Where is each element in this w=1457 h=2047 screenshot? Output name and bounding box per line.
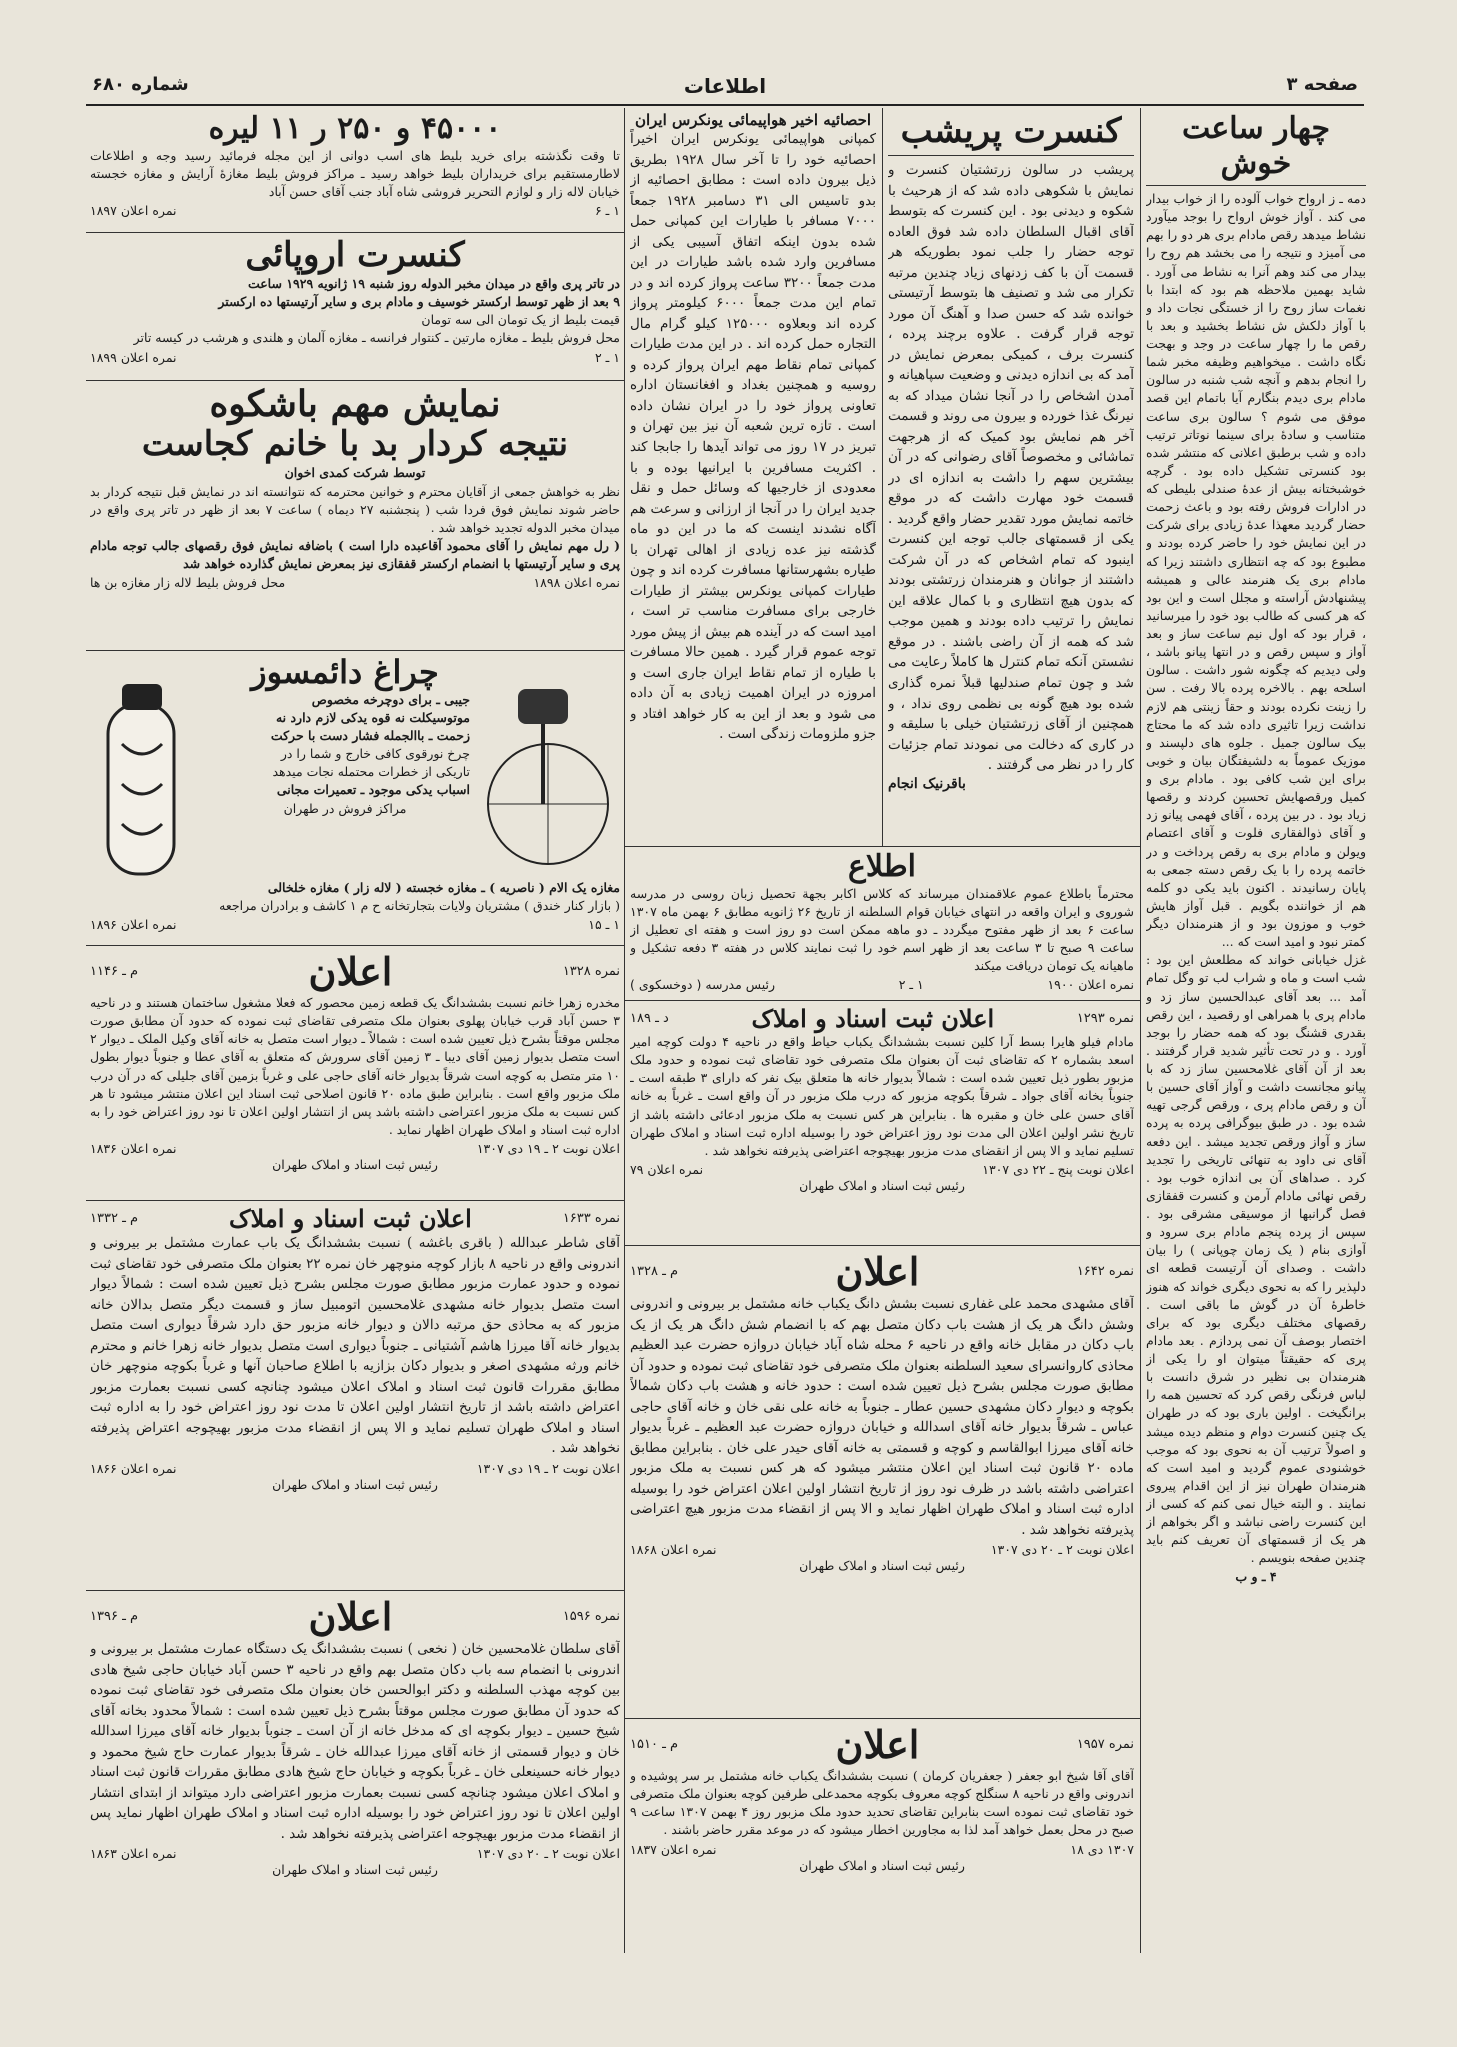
notice-ettela [630, 850, 1134, 996]
section-divider [86, 650, 624, 651]
ad-title: کنسرت اروپائی [245, 236, 465, 275]
ad-notice: نمره اعلان ۱۸۹۷ [90, 202, 177, 218]
notice-number-label: نمره ۱۵۹۶ [562, 1609, 620, 1624]
notice-body: آقای شاطر عبدالله ( باقری باغشه ) نسبت بششدانگ یک باب عمارت مشتمل بر بیرونی و اندرونی واقع در ناحیه ۸ بازار کوچه منوچهر خان نمره ۲۲ بعنوان ملک متصرفی خود تقاضای ثبت نموده و حدود عمارت مزبور مطابق صورت مجلس بشرح ذیل تعیین شده است : شمالاً دیوار است متصل بدیوار خانه مشهدی غلامحسین اتومبیل ساز و قسمت دیگر متصل بدالان خانه مزبور که به محاذی حق مرتبه دالان و دیوار خانه مزبور حق دارد شرقاً دیواری است متصل بدیوار خانه آقا میرزا هاشم آشتیانی ـ جنوباً دیواری است متصل بدیوار خانه زهرا خانم و محترم خانم ورثه مشهدی اصغر و بدیوار دکان بزازیه با اطلاع صاحبان آنها و غرباً بکوچه منوچهر خان مطابق مقررات قانون ثبت اسناد و املاک اعلان میشود چنانچه کسی نسبت بعمارت مزبور اعتراض داشته باشد از تاریخ انتشار اولین اعلان تا مدت نود روز اعتراض خود را به اداره ثبت اسناد و املاک طهران تسلیم نماید و الا پس از انقضاء مدت مزبور بهیچوجه اعتراض پذیرفته نخواهد شد . [90, 1235, 620, 1457]
lamp-illustration [92, 674, 192, 904]
notice-date: اعلان نوبت ۲ ـ ۱۹ دی ۱۳۰۷ [476, 1460, 620, 1476]
bike-lamp [518, 689, 568, 724]
ad-title: ۴۵۰۰۰ و ۲۵۰ ر ۱۱ لیره [208, 112, 502, 146]
article-title: چهار ساعت خوش [1181, 112, 1331, 181]
notice-office: رئیس ثبت اسناد و املاک طهران [799, 1177, 965, 1193]
article-concert-last-night [888, 112, 1134, 842]
article-body: دمه ـ ز ارواح خواب آلوده را از خواب بیدار می کند . آواز خوش ارواح را بوجد میآورد نشاط میدهد رقص مادام بری هر دو را بهم می آمیزد و نتیجه را می بخشد هم روح را بیدار می کند وهم آنرا به نشاط می آورد . شاید بهمین ملاحظه هم بود که ابتدا با نغمات ساز روح را از خستگی نجات داد و با آواز دلکش ش نشاط بخشید و بعد با رقص ما را چهار ساعت در وجد و بهجت نگاه داشت . میخواهیم وظیفه مخبر شما را انجام بدهم و آنچه شب شنبه در سالون مادام بری دیدم بنگارم آیا باتمام این قصد موفق می شوم ؟ سالون بری ساعت متناسب و سادهٔ برای سینما نوتاتر ترتیب داده و شب برطبق اعلانی که منتشر شده بود کنسرتی تشکیل داده بود . گرچه خوشبختانه بیش از عدهٔ صندلی بلیطی که در ادارات فروش رفته بود و باعث زحمت حضار گردید معهذا عدهٔ زیادی برای شرکت در این نمایش خود را حاضر کرده بودند و مطبوع بود که چه انتظاری داشتند زیرا که مادام بری یک هنرمند عالی و همیشه پیشنهادش آراسته و مجلل است و این بود که هر کسی که طالب بود خود را میرسانید ، قرار بود که اول نیم ساعت ساز و بعد آواز و سپس رقص و در انتها پیانو باشد ، ولی دیدیم که چگونه شور داشت . سالون اسلحه بهم . بالاخره پرده بالا رفت . سن را زینت نکرده بودند و حقاً زینتی هم لازم نداشت زیرا تاثیری داده شد که ما محتاج بیک سالون جمیل . جلوه های دلپسند و موزیک عموماً به دلشیفتگان بیان و خوبی برای این شب کافی بود . مادام بری و کمیل ورقصهایش تحسین کردند و رقصها زیاد بود . در بین پرده ، آقای فهمی پیانو زد و آقای ذوالفقاری فلوت و آقای اعتصام ویولن و مادام بری به رقص پرداخت و در خاتمه پرده را با یک رقص دسته جمعی به پایان رسانیدند . اکنون باید یکی دو کلمه هم از خواننده بگویم . قبل آواز هایش خوب و موزون بود و از هنرمندان دیگر کمتر نبود و امید است که ... [1146, 191, 1366, 950]
section-divider [86, 1200, 624, 1201]
notice-ref: نمره اعلان ۱۸۶۶ [90, 1460, 177, 1476]
ad-pages: ۱ ـ ۲ [594, 349, 620, 365]
ad-line: مراکز فروش در طهران [283, 800, 407, 816]
section-divider [624, 1245, 1140, 1246]
section-divider [624, 1000, 1140, 1001]
issue-number: شماره ۶۸۰ [92, 74, 189, 95]
section-divider [86, 945, 624, 946]
section-divider [86, 1590, 624, 1591]
notice-title: اعلان ثبت اسناد و املاک [229, 1204, 472, 1233]
article-body: پریشب در سالون زرتشتیان کنسرت و نمایش با شکوهی داده شد که از هرحیث با شکوه و دیدنی بود . این کنسرت که بتوسط آقای اقبال السلطان داده شد فوق العاده توجه حضار را جلب نمود بطوریکه هر قسمت آن با کف زدنهای زیاد چندین مرتبه تکرار می شد و تصنیف ها بتوسط آرتیستی خوانده شد که حسن صدا و آهنگ آن مورد توجه قرار گرفت . علاوه برچند پرده ، کنسرت برف ، کمیکی بمعرض نمایش در آمد که بی اندازه دیدنی و وضعیت سپاهیانه و آمدن اشخاص را در آنجا نشان میداد که به نیرنگ غذا خورده و بیرون می روند و قسمت آخر هم نمایش بود کمیک که از هرجهت تماشائی و مخصوصاً آقای رضوانی که در آن بیشترین سهم را داشت به اندازه ای در قسمت خود مهارت داشت که در موقع خاتمه نمایش مورد تقدیر حضار واقع گردید . یکی از قسمتهای جالب توجه این کنسرت اینبود که تمام اشخاص که در آن شرکت داشتند از جوانان و هنرمندان زرتشتی بودند که بدون هیچ انتظاری و با کمال علاقه این نمایش را ترتیب داده بودند و همین موجب شد که همه از آن راضی باشند . در موقع نشستن آنکه تمام کنترل ها کاملاً رعایت می شد و چون تمام صندلیها قبلاً نمره گذاری شده بود هیچ گونه بی نظمی روی نداد ، و همچنین از آقای زرتشتیان خیلی با سلیقه و در کاری که دخالت می نمودند تمام جزئیات کار را در نظر می گرفتند . [888, 162, 1134, 774]
ad-body: نظر به خواهش جمعی از آقایان محترم و خوانین محترمه که نتوانسته اند در نمایش قبل نتیجه کردار بد حاضر شوند نمایش فوق فردا شب ( پنجشنبه ۲۷ دیماه ) ساعت ۷ بعد از ظهر در تاتر پری واقع در میدان مخبر الدوله تجدید خواهد شد . [90, 483, 620, 535]
lamp-body [108, 704, 174, 874]
ad-line: موتوسیکلت نه قوه یدکی لازم دارد نه [275, 709, 470, 725]
notice-elan-d [90, 1594, 620, 1946]
notice-number-label: نمره ۱۶۴۲ [1076, 1264, 1134, 1279]
notice-elan-b [90, 1204, 620, 1586]
section-divider [86, 232, 624, 233]
ad-line: ۹ بعد از ظهر توسط ارکستر خوسیف و مادام بری و سایر آرتیستها ده ارکستر [218, 294, 620, 310]
column-divider [882, 108, 883, 846]
title-rule [1146, 185, 1366, 186]
notice-date: اعلان نوبت پنج ـ ۲۲ دی ۱۳۰۷ [982, 1161, 1134, 1177]
notice-body: آقای سلطان غلامحسین خان ( نخعی ) نسبت بششدانگ یک دستگاه عمارت مشتمل بر بیرونی و اندرونی با انضمام سه باب دکان متصل بهم واقع در ناحیه ۳ حسن آباد خیابان حاجی شیخ هادی بین کوچه مهذب السلطنه و دکتر ابوالحسن خان بعنوان ملک متصرفی خود تقاضای ثبت نموده که حدود آن مطابق صورت مجلس موقتاً بشرح ذیل تعیین شده است : شمالاً محدود بخانه آقای شیخ حسین ـ دیوار بکوچه ای که مدخل خانه از آن است ـ جنوباً بدیوار خانه آقای میرزا اسدالله خان و دیوار قسمتی از خانه آقای میرزا عبدالله خان ـ شرقاً بدیوار عمارت حاج شیخ محمود و دیوار خانه حسینعلی خان ـ غرباً بکوچه و خیابان حاج شیخ هادی مطابق مقررات قانون ثبت اسناد و املاک اعلان میشود چنانچه کسی نسبت بعمارت مزبور اعتراضی دارد میتواند از ابتدای انتشار اولین اعلان تا نود روز اعتراض خود را بوسیله اداره ثبت اسناد و املاک طهران اظهار نماید پس از انقضاء مدت مزبور بهیچوجه اعتراضی پذیرفته نخواهد شد . [90, 1641, 620, 1842]
ad-line: چرخ نورقوی کافی خارج و شما را در [280, 746, 470, 762]
section-divider [624, 1718, 1140, 1719]
notice-office: رئیس ثبت اسناد و املاک طهران [272, 1862, 438, 1878]
ad-cast: ( رل مهم نمایش را آقای محمود آقاعبده دارا است ) باضافه نمایش فوق رقصهای جالب توجه مادام پری و سایر آرتیستها با انضمام ارکستر قفقازی نیز بمعرض نمایش گذارده خواهد شد [90, 537, 620, 572]
ad-notice: نمره اعلان ۱۸۹۶ [90, 917, 177, 933]
notice-pages: ۱ ـ ۲ [898, 977, 924, 993]
ad-line: زحمت ـ باالجمله فشار دست با حرکت [270, 728, 470, 744]
section-divider [624, 846, 1140, 847]
ad-important-show [90, 384, 620, 646]
article-title: احصائیه اخیر هواپیمائی یونکرس ایران [634, 112, 872, 129]
ad-lottery [90, 112, 620, 228]
notice-office: رئیس ثبت اسناد و املاک طهران [799, 1558, 965, 1574]
notice-number-label: نمره ۱۶۳۳ [562, 1211, 620, 1226]
notice-body: مخدره زهرا خانم نسبت بششدانگ یک قطعه زمین محصور که فعلا مشغول ساختمان هستند و در ناحیه ۳ حسن آباد قرب خیابان پهلوی بعنوان ملک متصرفی تقاضای ثبت نموده که حدود آن مطابق صورت مجلس موقتاً بشرح ذیل تعیین شده است : شمالاً ـ دیوار است متصل به خانه آقای وکیل الملک ـ دیوار ۲ است متصل بدیوار زمین آقای دیبا ـ ۳ زمین آقای سرورش که متعلق به آقای عطا و جنوباً دیوار بطول ۱۰ متر متصل به کوچه است شرقاً بدیوار خانه آقای حاجی علی و غرباً بزمین آقای جلیلی که در آن درب ملک مزبور واقع است . بنابراین طبق ماده ۲۰ قانون اصلاحی ثبت اسناد این اعلان منتشر میشود تا هر کس نسبت به ملک مزبور اعتراضی داشته باشد پس از انتشار اولین اعلان تا نود روز اعتراض خود را به اداره ثبت اسناد و املاک طهران اظهار نماید . [90, 995, 620, 1137]
ad-title: نمایش مهم باشکوه [209, 384, 501, 425]
notice-date: اعلان نوبت ۲ ـ ۲۰ دی ۱۳۰۷ [476, 1846, 620, 1862]
notice-ref: نمره اعلان ۱۸۳۷ [630, 1841, 717, 1857]
ad-pages: ۱ ـ ۶ [594, 202, 620, 218]
article-signature: باقرنیک انجام [888, 775, 966, 792]
notice-elan-c [630, 1249, 1134, 1714]
notice-office: رئیس ثبت اسناد و املاک طهران [272, 1157, 438, 1172]
notice-body: محترماً باطلاع عموم علاقمندان میرساند که کلاس اکابر بجهة تحصیل زبان روسی در مدرسه شوروی و ایران واقعه در انتهای خیابان قوام السلطنه از تاریخ ۲۶ ژانویه مطابق ۶ بهمن ماه ۱۳۰۷ ساعت ۶ بعد از ظهر مفتوح میگردد ـ دو ماهه ممکن است دو روز است و هفته ای تعطیل از ساعت ۹ صبح تا ۳ ساعت بعد از ظهر اسم خود را ثبت نمایند کلاس در هفته ۳ دفعه تشکیل و ماهیانه یک تومان دریافت میکند [630, 885, 1134, 973]
notice-date: اعلان نوبت ۲ ـ ۲۰ دی ۱۳۰۷ [990, 1542, 1134, 1558]
notice-title: اعلان [308, 1594, 393, 1639]
ad-line: محل فروش بلیط ـ مغازه مارتین ـ کنتوار فرانسه ـ مغازه آلمان و هلندی و هرشب در کیسه تاتر [133, 330, 620, 346]
notice-code: م ـ ۱۳۲۸ [630, 1264, 679, 1279]
lamp-lens [122, 684, 162, 710]
notice-title: اطلاع [847, 850, 916, 884]
notice-code: م ـ ۱۵۱۰ [630, 1737, 679, 1752]
notice-number-label: نمره ۱۳۲۸ [562, 964, 620, 979]
article-title: کنسرت پریشب [900, 112, 1122, 151]
notice-title: اعلان ثبت اسناد و املاک [751, 1004, 995, 1033]
newspaper-name: اطلاعات [683, 74, 767, 98]
ad-notice: نمره اعلان ۱۸۹۹ [90, 349, 177, 365]
page-number: صفحه ۳ [1286, 74, 1358, 95]
column-divider [1140, 108, 1141, 1953]
notice-ref: نمره اعلان ۱۸۳۶ [90, 1141, 177, 1156]
notice-title: اعلان [835, 1722, 920, 1767]
article-four-hours [1146, 112, 1366, 1942]
article-body-continued: غزل خیابانی خواند که مطلعش این بود : شب است و ماه و شراب لب تو وگل تمام آمد ... بعد آقای عبدالحسین ساز زد و مادام پری با همراهی او رقصید ، این رقص بقدری قشنگ بود که همه حضار را بوجد آورد . و در تحت تأثیر شدید قرار گرفتند . بعد از آن آقای غلامحسین ساز زد که با پیانو مجانست داشت و آواز آقای حسین با آن و رقص مادام پری ، ورقص گرجی تهیه شده بود . در طبق بیوگرافی پرده به پرده ساز و آواز ورقص تجدید میشد . این دفعه آقای نی داود به تنهائی تاریخی را تجدید کرد . صداهای آن بی اندازه خوب بود . رقص نهائی مادام آرمن و کنسرت قفقازی فصل گرانبها از موسیقی مشرقی بود . سپس از پرده پنجم مادام بری سرود و آوازی بنام ( یک زمان چوپانی ) را بیان داشت . وصدای آن آرتیست قطعه ای دلپذیر را که به نحوی دیگری خواند که هنوز خاطرهٔ آن در گوش ما باقی است . رقصهای مختلف دیگری بود که برای اختصار بوصف آن نمی پردازم . بعد مادام پری که حقیقتاً میتوان او را یکی از هنرمندان بی نظیر در شرق دانست با لباس فرنگی رقص کرد که تحسین همه را برانگیخت . اولین باری بود که در طهران یک چنین کنسرت دوام و منظم دیده میشد و اصولاً ترتیب آن به نحوی بود که موجب خوشنودی عموم گردید و امید است که هنرمندان طهران نیز از این اقدام پیروی نمایند . و البته خیال نمی کنم که کسی از این کنسرت راضی نباشد و اگر بخواهم از هر یک از قسمتهای آن تعریف کنم باید چندین صفحه بنویسم . [1146, 952, 1366, 1566]
notice-office: رئیس ثبت اسناد و املاک طهران [799, 1857, 965, 1873]
ad-body: تا وقت نگذشته برای خرید بلیط های اسب دوانی از این مجله فرمائید رسید وجه و اطلاعات لاطارمستقیم برای خریداران بلیط خواهد رسید ـ مراکز فروش بلیط مغازهٔ آرایش و مغازه خجسته خیابان لاله زار و لوازم التحریر فروشی شاه آباد جنب آقای حسن آباد [90, 147, 620, 199]
notice-title: اعلان [835, 1249, 920, 1294]
ad-line: تاریکی از خطرات محتمله نجات میدهد [272, 764, 470, 780]
notice-code: م ـ ۱۳۳۲ [90, 1211, 139, 1226]
notice-ref: نمره اعلان ۱۸۶۸ [630, 1542, 717, 1558]
notice-number-label: نمره ۱۹۵۷ [1076, 1737, 1134, 1752]
ad-presenter: توسط شرکت کمدی اخوان [284, 465, 426, 481]
notice-registration [630, 1004, 1134, 1242]
bicycle-illustration [478, 674, 618, 874]
article-foot: ۴ ـ و ب [1235, 1568, 1277, 1584]
article-body: کمپانی هواپیمائی یونکرس ایران اخیراً احصائیه خود را تا آخر سال ۱۹۲۸ بطریق ذیل بیرون داده است : مطابق احصائیه از بدو تاسیس الی ۳۱ دسامبر ۱۹۲۸ جمعاً ۷۰۰۰ مسافر با طیارات این کمپانی حمل شده بدون اینکه اتفاق آسیبی یکی از مسافرین وارد شده باشد طیارات در این مدت جمعاً ۳۲۰۰ ساعت پرواز کرده اند و در تمام این مدت جمعاً ۶۰۰۰ کیلومتر پرواز کرده اند وبعلاوه ۱۲۵۰۰۰ کیلو گرام مال التجاره حمل کرده اند . در این مدت طیارات کمپانی تمام نقاط مهم ایران پرواز کرده و روسیه و همچنین بغداد و افغانستان اداره تعاونی پرواز خود را در ایران نشان داده است . تازه ترین شعبه آن نیز بین تهران و تبریز در ۱۷ روز می تواند آیدها را جابجا کند . اکثریت مسافرین با ایرانیها بوده و با معدودی از خارجیها که وسائل حمل و نقل جدید ایران را در آنجا از ارزانی و سرعت هم آگاه نشدند اینست که ما در این دو ماه گذشته نیز عده زیادی از اهالی تهران با طیاره بشهرستانها مسافرت کرده اند و چون طیارات کمپانی یونکرس بیشتر از طیارات خارجی برای مسافرت مناسب تر است ، امید است که در آینده هم بیش از پیش مورد توجه عموم قرار گیرد . همین حالا مسافرت با طیاره از تمام نقاط ایران جاری است و امروزه در ایران اهمیت زیادی به آن داده می شود و بعد از این به کار خواهد افتاد و جزو ملزومات زندگی است . [630, 131, 876, 743]
notice-body: آقای مشهدی محمد علی غفاری نسبت بشش دانگ یکباب خانه مشتمل بر بیرونی و اندرونی وشش دانگ هر یک از هشت باب دکان متصل بهم که با انضمام شش دانگ هر یک از یک باب دکان در مقابل خانه واقع در ناحیه ۶ محله شاه آباد خیابان دروازه حضرت عبد العظیم محاذی کاروانسرای سعید السلطنه بعنوان ملک متصرفی خود تقاضای ثبت نموده و حدود آن مطابق صورت مجلس بشرح ذیل تعیین شده است : حدود خانه و هشت باب دکان شمالاً بکوچه و دیوار دکان مشهدی حسین عطار ـ جنوباً به خانه علی نقی خان و خانه آقای حاجی عباس ـ شرقاً بدیوار خانه آقای اسدالله و خیابان دروازه حضرت عبد العظیم ـ غرباً بدیوار خانه آقای میرزا ابوالقاسم و کوچه و قسمتی به خانه آقای حیدر علی خان . بنابراین مطابق ماده ۲۰ قانون ثبت اسناد این اعلان منتشر میشود که هر کس نسبت به ملک مزبور اعتراضی داشته باشد در ظرف نود روز از تاریخ انتشار اولین اعلان اعتراض خود را بوسیله اداره ثبت اسناد و املاک طهران اظهار نماید و الا پس از انقضاء مدت مزبور هیچ اعتراضی پذیرفته نخواهد شد . [630, 1296, 1134, 1538]
ad-line: ( بازار کنار خندق ) مشتریان ولایات بتجارتخانه ح م ۱ کاشف و برادران مراجعه [219, 898, 620, 914]
notice-office: رئیس ثبت اسناد و املاک طهران [272, 1476, 438, 1492]
notice-ref: نمره اعلان ۷۹ [630, 1161, 704, 1177]
ad-tickets: محل فروش بلیط لاله زار مغازه بن ها [90, 575, 286, 591]
ad-notice: نمره اعلان ۱۸۹۸ [533, 575, 620, 591]
ad-line: قیمت بلیط از یک تومان الی سه تومان [421, 312, 620, 328]
notice-elan-a [90, 949, 620, 1196]
section-divider [86, 380, 624, 381]
page-header [86, 68, 1364, 106]
notice-ref: نمره اعلان ۱۸۶۳ [90, 1846, 177, 1862]
notice-code: د ـ ۱۸۹ [630, 1011, 669, 1026]
notice-date: اعلان نوبت ۲ ـ ۱۹ دی ۱۳۰۷ [476, 1141, 620, 1156]
notice-number-label: نمره ۱۲۹۳ [1076, 1011, 1134, 1026]
column-divider [624, 108, 625, 1953]
title-rule [888, 155, 1134, 156]
article-junkers-statistics [630, 112, 876, 842]
ad-subtitle: نتیجه کردار بد با خانم کجاست [141, 424, 569, 465]
notice-title: اعلان [308, 949, 393, 994]
notice-elan-e [630, 1722, 1134, 1946]
notice-number: نمره اعلان ۱۹۰۰ [1047, 977, 1134, 993]
ad-european-concert [90, 236, 620, 376]
notice-body: مادام فیلو هایرا بسط آرا کلین نسبت بششدانگ یکباب حیاط واقع در ناحیه ۴ دولت کوچه امیر اسعد بشماره ۲ که تقاضای ثبت آن بعنوان ملک متصرفی خود تقاضای ثبت نموده و حدود ملک مزبور بطور ذیل تعیین شده است : شمالاً بدیوار خانه ها متعلق بیک نفر که دارای ۳ طبقه است ـ جنوباً بخانه آقای جواد ـ شرقاً بکوچه مزبور که درب ملک مزبور در آن واقع است ـ غرباً به خانه آقای حسن علی خان و مقبره ها . بنابراین هر کس نسبت به ملک مزبور ادعائی داشته باشد از تاریخ نشر اولین اعلان الی مدت نود روز اعتراض خود را بوسیله اداره ثبت اسناد و املاک طهران تسلیم نماید و الا پس از انقضای مدت مزبور بهیچوجه اعتراضی پذیرفته نخواهد شد . [630, 1034, 1134, 1158]
notice-school: رئیس مدرسه ( دوخسکوی ) [630, 977, 775, 993]
ad-line: اسباب یدکی موجود ـ تعمیرات مجانی [276, 782, 470, 798]
ad-pages: ۱ ـ ۱۵ [588, 917, 620, 933]
ad-line: مغازه یک الام ( ناصریه ) ـ مغازه خجسته ( لاله زار ) مغازه خلخالی [267, 880, 620, 895]
notice-code: م ـ ۱۱۴۶ [90, 964, 139, 979]
ad-line: جیبی ـ برای دوچرخه مخصوص [311, 691, 470, 707]
notice-body: آقای آقا شیخ ابو جعفر ( جعفریان کرمان ) نسبت بششدانگ یکباب خانه مشتمل بر سر پوشیده و اندرونی واقع در ناحیه ۸ سنگلج کوچه معروف بکوچه محمدعلی طرفین کوچه بعنوان ملک متصرفی خود تقاضای ثبت نموده است بنابراین تقاضای تحدید حدود ملک مزبور روز ۴ بهمن ۱۳۰۷ ساعت ۹ صبح در محل بعمل خواهد آمد لذا به مجاورین اخطار میشود که در موعد مقرر حاضر باشند . [630, 1768, 1134, 1838]
ad-title: چراغ دائمسوز [251, 654, 439, 691]
notice-date: ۱۳۰۷ دی ۱۸ [1070, 1841, 1134, 1857]
ad-line: در تاتر پری واقع در میدان مخبر الدوله روز شنبه ۱۹ ژانویه ۱۹۲۹ ساعت [247, 276, 620, 292]
notice-code: م ـ ۱۳۹۶ [90, 1609, 139, 1624]
